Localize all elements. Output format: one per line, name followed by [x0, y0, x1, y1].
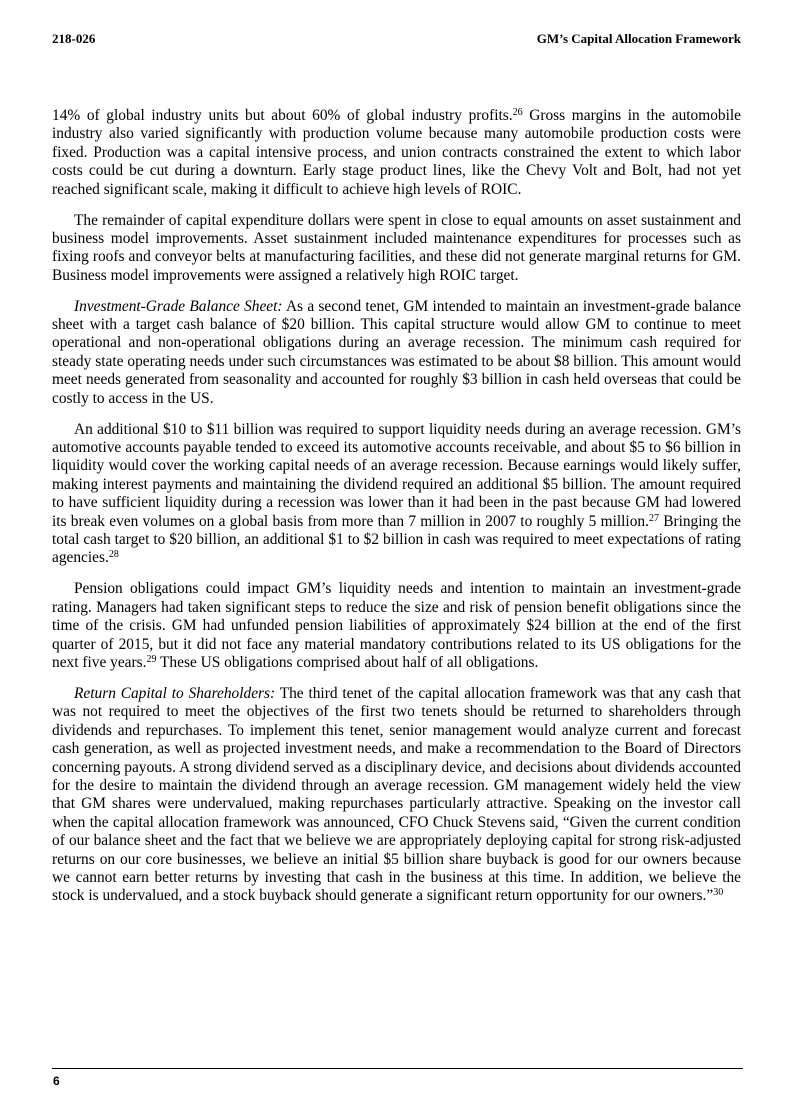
paragraph-text: Bringing the total cash target to $20 billion, an additional $1 to $2 billion in cash was required to meet expectations of rating agencies. — [52, 512, 741, 567]
paragraph-text: An additional $10 to $11 billion was required to support liquidity needs during an average recession. GM’s automotive accounts payable tended to exceed its automotive accounts receivable, and about $5 to $6 billion in liquidity would cover the working capital needs of an average recession. Because earnings would likely suffer, making interest payments and maintaining the dividend required an additional $5 billion. The amount required to have sufficient liquidity during a recession was lower than it had been in the past because GM had lowered its break even volumes on a global basis from more than 7 million in 2007 to roughly 5 million. — [52, 420, 741, 530]
paragraph — [52, 298, 741, 408]
paragraph-text: Gross margins in the automobile industry also varied significantly with production volume because many automobile production costs were fixed. Production was a capital intensive process, and union contracts constrained the extent to which labor costs could be cut during a downturn. Early stage product lines, like the Chevy Volt and Bolt, had not yet reached significant scale, making it difficult to achieve high levels of ROIC. — [52, 107, 741, 198]
footnote-ref: 26 — [512, 107, 523, 118]
paragraph-text: Pension obligations could impact GM’s liquidity needs and intention to maintain an investment-grade rating. Managers had taken significant steps to reduce the size and risk of pension benefit obligations since the time of the crisis. GM had unfunded pension liabilities of approximately $24 billion at the end of the first quarter of 2015, but it did not face any material mandatory contributions related to its US obligations for the next five years. — [52, 580, 741, 671]
page-number: 6 — [53, 1074, 60, 1088]
paragraph-text: The third tenet of the capital allocation framework was that any cash that was not required to meet the objectives of the first two tenets should be returned to shareholders through dividends and repurchases. To implement this tenet, senior management would analyze current and forecast cash generation, as well as projected investment needs, and make a recommendation to the Board of Directors concerning payouts. A strong dividend served as a disciplinary device, and decisions about dividends accounted for the desire to maintain the dividend through an average recession. GM management widely held the view that GM shares were undervalued, making repurchases particularly attractive. Speaking on the investor call when the capital allocation framework was announced, CFO Chuck Stevens said, “Given the current condition of our balance sheet and the fact that we believe we are appropriately deploying capital for strong risk-adjusted returns on our core businesses, we believe an initial $5 billion share buyback is good for our owners because we cannot earn better returns by investing that cash in the business at this time. In addition, we believe the stock is undervalued, and a stock buyback should generate a significant return opportunity for our owners.” — [52, 684, 741, 905]
footnote-ref: 27 — [648, 512, 659, 524]
page-header — [52, 31, 741, 47]
footnote-ref: 29 — [146, 653, 157, 665]
paragraph-text: These US obligations comprised about half of all obligations. — [156, 653, 539, 671]
paragraph — [52, 580, 741, 672]
paragraph-text: 14% of global industry units but about 60% of global industry profits. — [52, 107, 513, 124]
paragraph-text: As a second tenet, GM intended to maintain an investment-grade balance sheet with a target cash balance of $20 billion. This capital structure would allow GM to continue to meet operational and non-operational obligations during an average recession. The minimum cash required for steady state operating needs under such circumstances was estimated to be about $8 billion. This amount would meet needs generated from seasonality and accounted for roughly $3 billion in cash held overseas that could be costly to access in the US. — [52, 297, 741, 407]
footnote-ref: 28 — [108, 549, 119, 561]
document-body — [52, 107, 741, 918]
paragraph-text: The remainder of capital expenditure dollars were spent in close to equal amounts on asset sustainment and business model improvements. Asset sustainment included maintenance expenditures for processes such as fixing roofs and conveyor belts at manufacturing facilities, and these did not generate marginal returns for GM. Business model improvements were assigned a relatively high ROIC target. — [52, 211, 741, 284]
section-lead: Return Capital to Shareholders: — [74, 684, 276, 702]
footer-rule — [52, 1068, 743, 1069]
section-lead: Investment-Grade Balance Sheet: — [74, 297, 283, 315]
running-title: GM’s Capital Allocation Framework — [536, 31, 741, 46]
footnote-ref: 30 — [713, 887, 724, 899]
paragraph — [52, 212, 741, 286]
paragraph — [52, 685, 741, 906]
case-number: 218-026 — [52, 31, 96, 46]
paragraph — [52, 107, 741, 199]
paragraph — [52, 421, 741, 568]
